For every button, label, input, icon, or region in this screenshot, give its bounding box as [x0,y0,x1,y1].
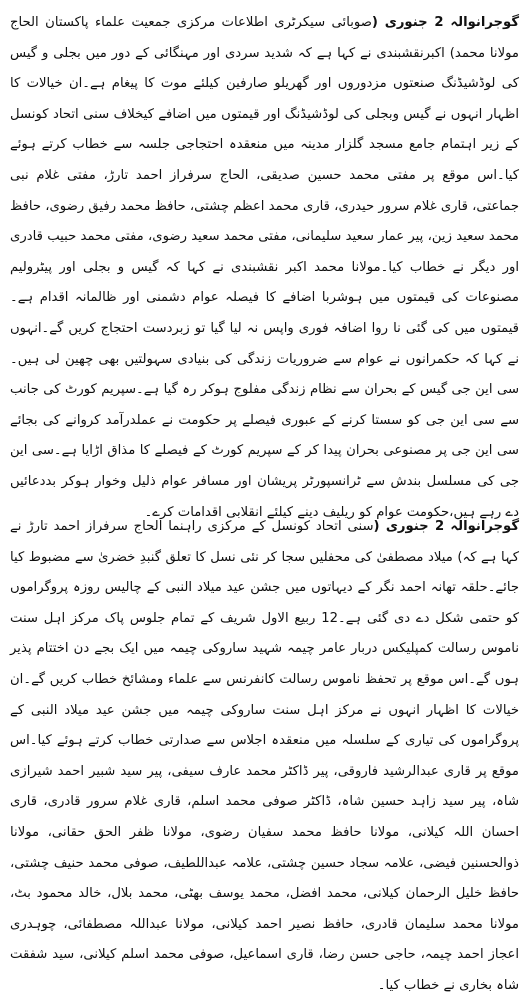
article-body: ) میلاد مصطفیٰ کی محفلیں سجا کر نئی نسل کا تعلق گنبدِ خضریٰ سے مضبوط کیا جائے۔حلقہ تھانہ احمد نگر کے دیہاتوں میں جشن عید میلاد النبی کے چالیس روزہ پروگراموں کو حتمی شکل دے دی گئی ہے۔12 ربیع الاول شریف کے تمام جلوس پاک مرکز اہل سنت ناموس رسالت کمپلیکس دربار عامر چیمہ شہید ساروکی چیمہ میں ایک بجے دن اختتام پذیر ہوں گے۔اس موقع پر تحفظ ناموس رسالت کانفرنس سے علماء ومشائخ خطاب کریں گے۔ان خیالات کا اظہار انہوں نے مرکز اہل سنت ساروکی چیمہ میں جشن عید میلاد النبی کے پروگراموں کی تیاری کے سلسلہ میں منعقدہ اجلاس سے صدارتی خطاب کرتے ہوئے کیا۔اس موقع پر قاری عبدالرشید فاروقی، پیر ڈاکٹر محمد عارف سیفی، پیر سید شبیر احمد شیرازی شاہ، پیر سید زاہد حسین شاہ، ڈاکٹر صوفی محمد اسلم، قاری غلام سرور قادری، قاری احسان اللہ کیلانی، مولانا حافظ محمد سفیان رضوی، مولانا ظفر الحق حقانی، مولانا ذوالحسنین فیضی، علامہ سجاد حسین چشتی، علامہ عبداللطیف، صوفی محمد حنیف چشتی، حافظ خلیل الرحمان کیلانی، محمد افضل، محمد یوسف بھٹی، محمد بلال، خالد محمود بٹ، مولانا محمد سلیمان قادری، حافظ نصیر احمد کیلانی، مولانا عبداللہ مصطفائی، چوہدری اعجاز احمد چیمہ، حاجی حسن رضا، قاری اسماعیل، صوفی محمد اسلم کیلانی، سید شفقت شاہ بخاری نے خطاب کیا۔ [10,549,519,993]
article-source: صوبائی سیکرٹری اطلاعات مرکزی جمعیت علماء پاکستان الحاج مولانا محمد [10,15,519,61]
news-article-milad-program [10,512,519,1002]
article-source: سنی اتحاد کونسل کے مرکزی راہنما الحاج سرفراز احمد تارڑ نے کہا ہے کہ [10,519,520,565]
article-paragraph [10,8,519,528]
article-body: ) اکبرنقشبندی نے کہا ہے کہ شدید سردی اور مہنگائی کے دور میں بجلی و گیس کی لوڈشیڈنگ صنعتوں مزدوروں اور گھریلو صارفین کیلئے موت کا پیغام ہے۔ان خیالات کا اظہار انہوں نے گیس وبجلی کی لوڈشیڈنگ اور قیمتوں میں اضافے کیخلاف سنی اتحاد کونسل کے زیر اہتمام جامع مسجد گلزار مدینہ میں منعقدہ احتجاجی جلسہ سے خطاب کرتے ہوئے کیا۔اس موقع پر مفتی محمد حسین صدیقی، الحاج سرفراز احمد تارڑ، مفتی غلام نبی جماعتی، قاری غلام سرور حیدری، قاری محمد اعظم چشتی، حافظ محمد رفیق رضوی، حافظ محمد سعید زین، پیر عمار سعید سلیمانی، مفتی محمد سعید رضوی، مفتی محمد حبیب قادری اور دیگر نے خطاب کیا۔مولانا محمد اکبر نقشبندی نے کہا کہ گیس و بجلی اور پیٹرولیم مصنوعات کی قیمتوں میں ہوشربا اضافے کا فیصلہ عوام دشمنی اور ظالمانہ اقدام ہے۔قیمتوں میں کی گئی نا روا اضافہ فوری واپس نہ لیا گیا تو زبردست احتجاج کریں گے۔انہوں نے کہا کہ حکمرانوں نے عوام سے ضروریات زندگی کی بنیادی سہولتیں بھی چھین لی ہیں۔سی این جی گیس کے بحران سے نظام زندگی مفلوج ہوکر رہ گیا ہے۔سپریم کورٹ کی جانب سے سی این جی کو سستا کرنے کے عبوری فیصلے پر حکومت نے عملدرآمد کروانے کی بجائے سی این جی پر مصنوعی بحران پیدا کر کے سپریم کورٹ کے فیصلے کا مذاق اڑایا ہے۔سی این جی کی مسلسل بندش سے ٹرانسپورٹر پریشان اور مسافر عوام ذلیل وخوار ہوکر بددعائیں دے رہے ہیں،حکومت عوام کو ریلیف دینے کیلئے انقلابی اقدامات کرے۔ [10,45,519,520]
news-article-cng-loadshedding [10,8,519,528]
article-paragraph [10,512,519,1002]
article-dateline: گوجرانوالہ 2 جنوری ( [373,519,519,534]
article-dateline: گوجرانوالہ 2 جنوری ( [371,15,519,30]
